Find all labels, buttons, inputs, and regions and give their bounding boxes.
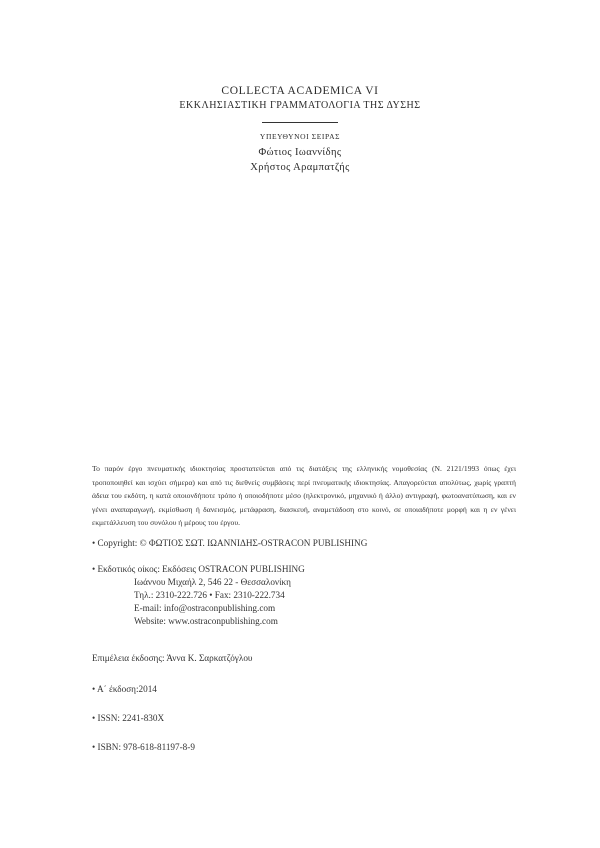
series-subtitle: ΕΚΚΛΗΣΙΑΣΤΙΚΗ ΓΡΑΜΜΑΤΟΛΟΓΙΑ ΤΗΣ ΔΥΣΗΣ [179,100,421,111]
publisher-label: • Εκδοτικός οίκος: Εκδόσεις OSTRACON PUBLISHING [92,564,305,574]
series-editors-label: ΥΠΕΥΘΥΝΟΙ ΣΕΙΡΑΣ [259,132,341,141]
isbn-line: • ISBN: 978-618-81197-8-9 [92,742,195,752]
issn-line: • ISSN: 2241-830X [92,713,165,723]
publisher-website: Website: www.ostraconpublishing.com [134,616,278,626]
edition-number: • Α΄ έκδοση:2014 [92,684,157,694]
series-editor-name: Φώτιος Ιωαννίδης [258,147,342,158]
series-editor-name: Χρήστος Αραμπατζής [250,162,350,173]
edition-editor: Επιμέλεια έκδοσης: Άννα Κ. Σαρκατζόγλου [92,653,253,663]
copyright-line: • Copyright: © ΦΩΤΙΟΣ ΣΩΤ. ΙΩΑΝΝΙΔΗΣ-OSTRACON PUBLISHING [92,538,368,548]
title-divider [262,122,338,123]
copyright-notice: Το παρόν έργο πνευματικής ιδιοκτησίας προστατεύεται από τις διατάξεις της ελληνικής νομοθεσίας (Ν. 2121/1993 όπως έχει τροποποιηθεί και ισχύει σήμερα) και από τις διεθνείς συμβάσεις περί πνευματικής ιδιοκτησίας. Απαγορεύεται απολύτως, χωρίς γραπτή άδεια του εκδότη, η κατά οποιονδήποτε τρόπο ή οποιοδήποτε μέσο (ηλεκτρονικό, μηχανικό ή άλλο) αντιγραφή, φωτοανατύπωση, και εν γένει αναπαραγωγή, εκμίσθωση ή δανεισμός, μετάφραση, διασκευή, αναμετάδοση στο κοινό, σε οποιαδήποτε μορφή και η εν γένει εκμετάλλευση του συνόλου ή μέρους του έργου. [92,464,516,528]
publisher-phone: Τηλ.: 2310-222.726 • Fax: 2310-222.734 [134,590,285,600]
series-header [0,84,600,175]
publisher-info [92,563,305,628]
publisher-email: E-mail: info@ostraconpublishing.com [134,603,276,613]
series-title: COLLECTA ACADEMICA VI [221,85,379,97]
publisher-address: Ιωάννου Μιχαήλ 2, 546 22 - Θεσσαλονίκη [134,577,291,587]
